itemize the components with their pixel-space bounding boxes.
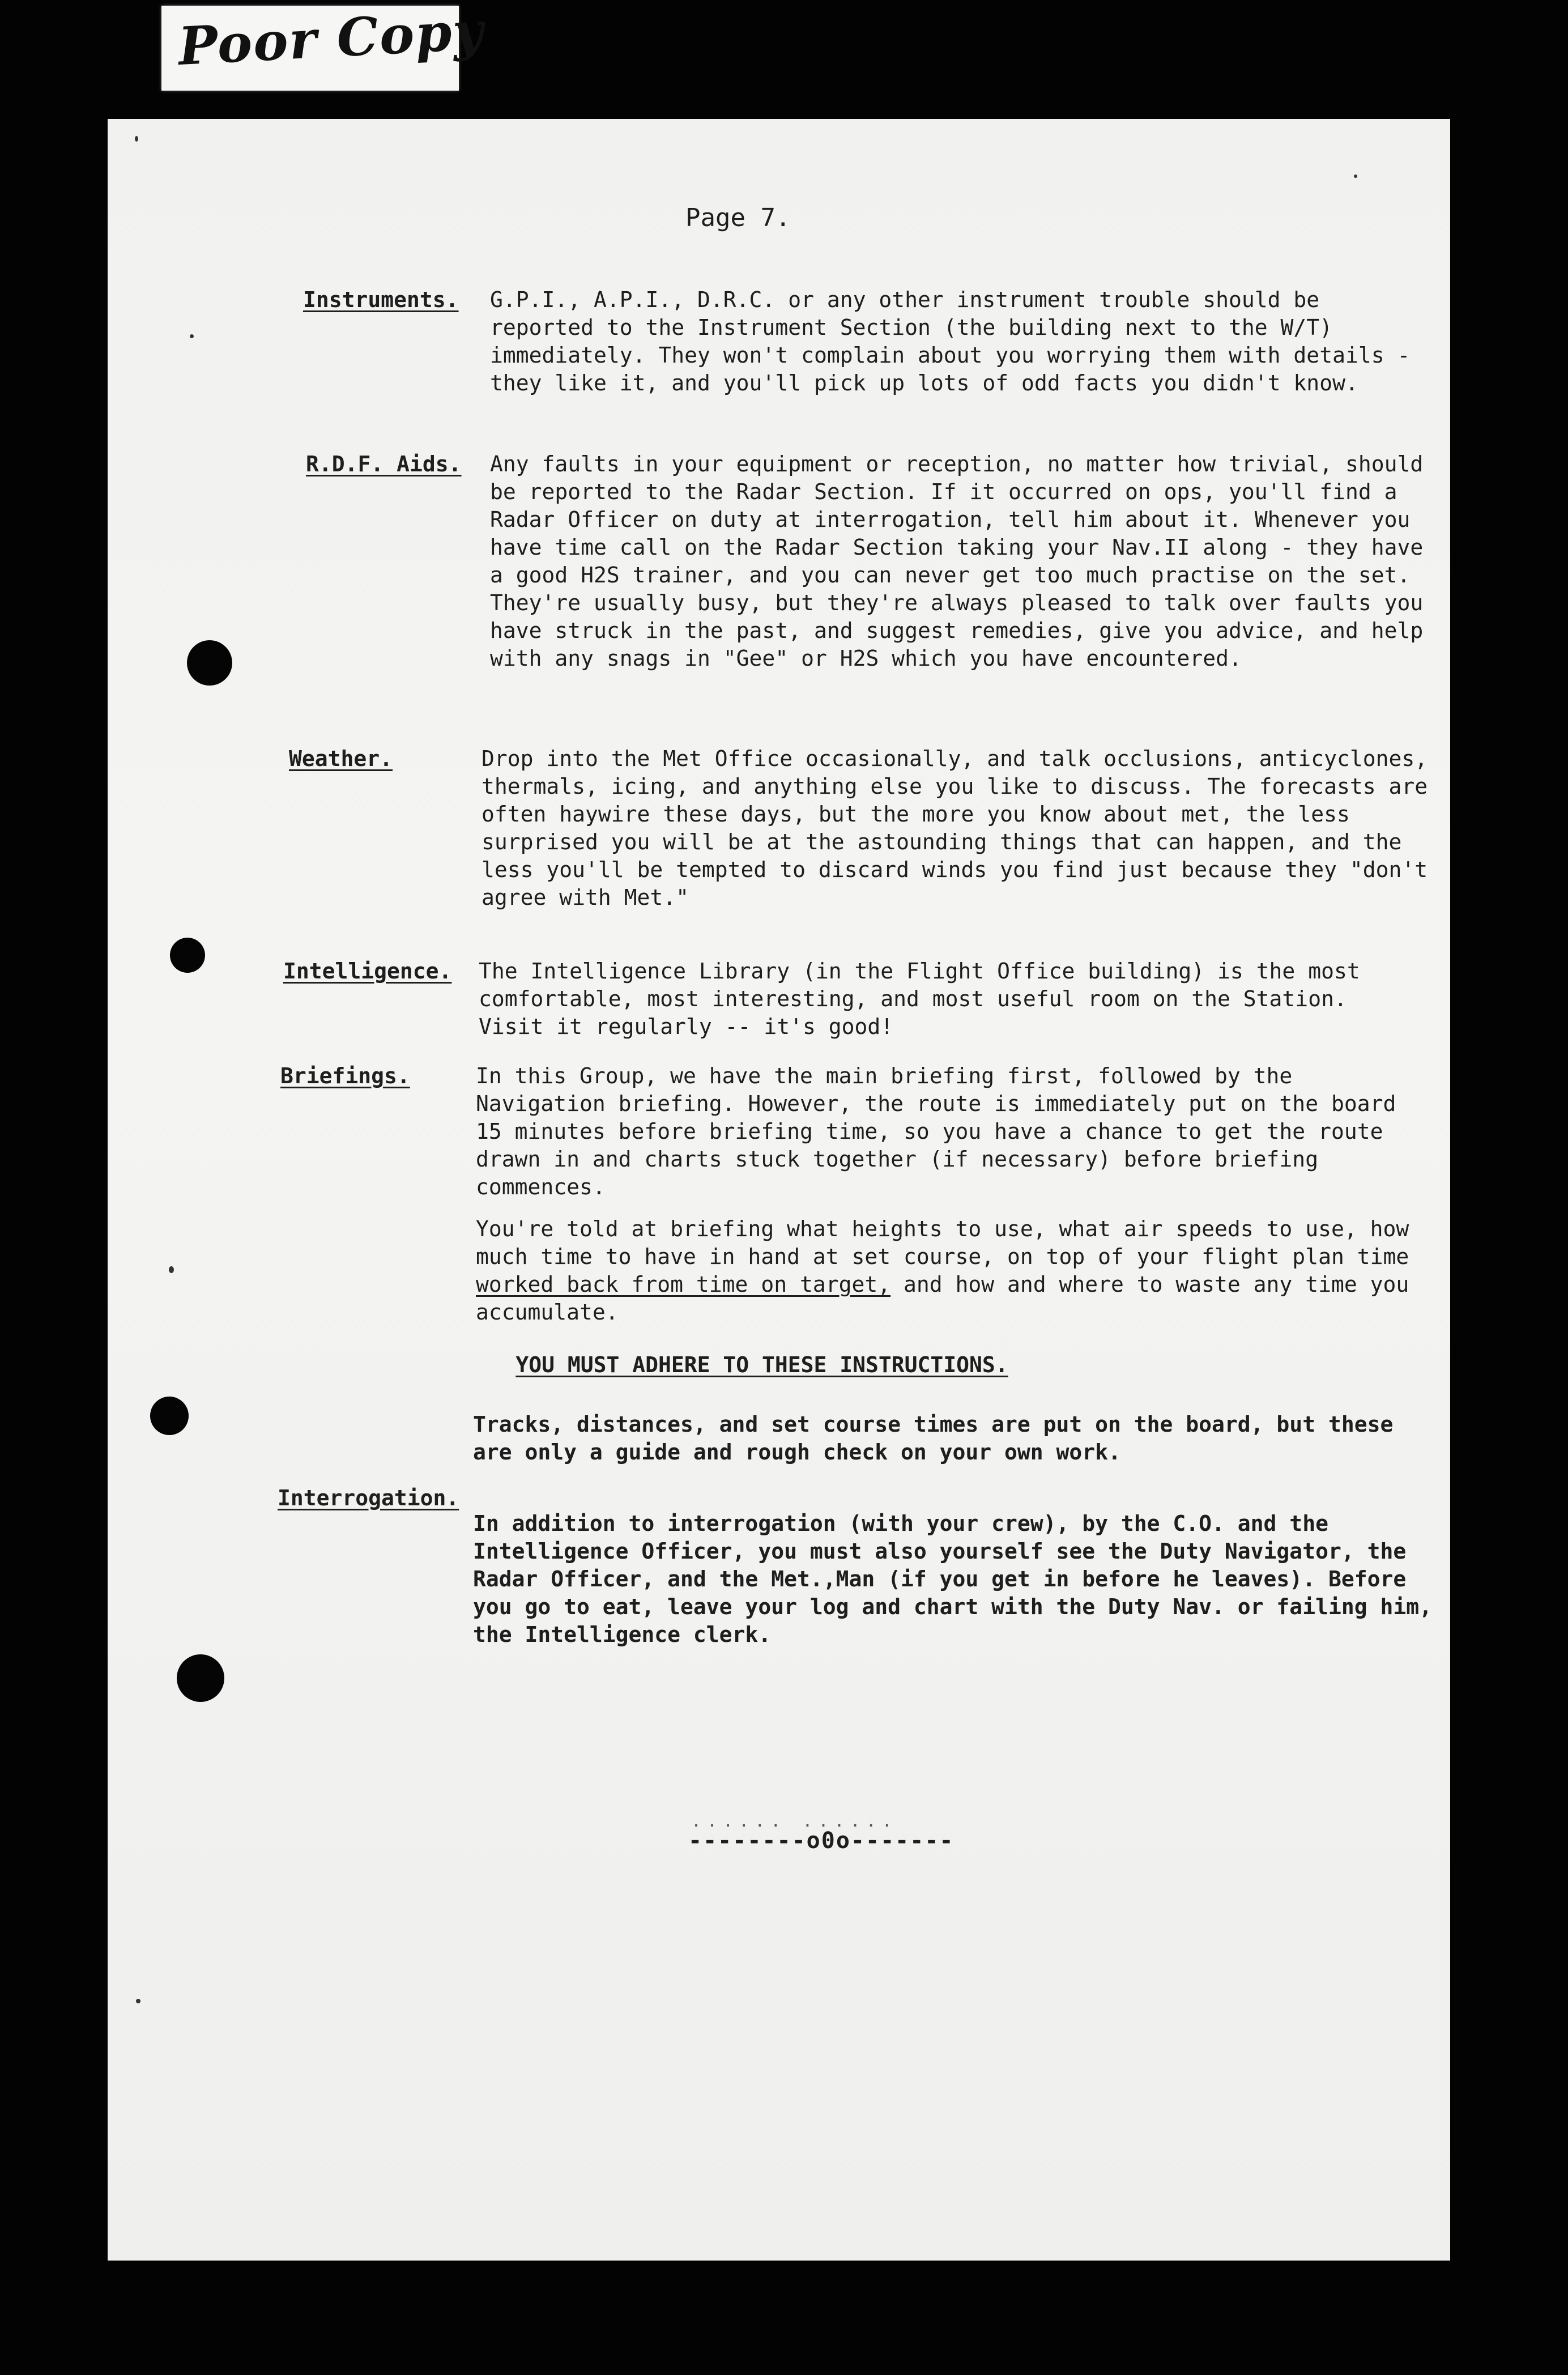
paragraph-interrogation: In addition to interrogation (with your crew), by the C.O. and the Intelligence Officer, you must also yourself see the Duty Navigator, the Radar Officer, and the Met.,Man (if you get in before he leaves). Before you go to eat, leave your log and chart with the Duty Nav. or failing him, the Intelligence clerk. bbox=[473, 1511, 1432, 1647]
heading-intelligence: Intelligence. bbox=[283, 959, 452, 984]
paragraph-briefings-3: Tracks, distances, and set course times are put on the board, but these are only a guide and rough check on your own work. bbox=[473, 1412, 1394, 1465]
heading-instruments: Instruments. bbox=[303, 287, 459, 312]
typed-page bbox=[108, 119, 1450, 2261]
end-mark: --------o0o------- bbox=[688, 1828, 955, 1854]
paragraph-rdf-aids: Any faults in your equipment or reception, no matter how trivial, should be reported to the Radar Section. If it occurred on ops, you'll find a Radar Officer on duty at interrogation, tell him about it. Whenever you have time call on the Radar Section taking your Nav.II along - they have a good H2S trainer, and you can never get too much practise on the set. They're usually busy, but they're always pleased to talk over faults you have struck in the past, and suggest remedies, give you advice, and help with any snags in "Gee" or H2S which you have encountered. bbox=[490, 452, 1424, 671]
dust-speck bbox=[190, 334, 194, 338]
heading-briefings: Briefings. bbox=[280, 1063, 410, 1088]
dust-speck bbox=[136, 1999, 140, 2003]
heading-interrogation: Interrogation. bbox=[278, 1486, 459, 1510]
paragraph-intelligence: The Intelligence Library (in the Flight Office building) is the most comfortable, most interesting, and most useful room on the Station. Visit it regularly -- it's good! bbox=[479, 959, 1360, 1039]
poor-copy-handwriting: Poor Copy bbox=[177, 0, 486, 77]
dust-speck bbox=[135, 136, 138, 142]
dust-speck bbox=[1354, 174, 1357, 178]
punch-hole bbox=[187, 640, 232, 686]
heading-weather: Weather. bbox=[289, 746, 393, 771]
poor-copy-label bbox=[161, 0, 486, 91]
paragraph-briefings-2 bbox=[476, 1215, 1416, 1326]
page-number: Page 7. bbox=[685, 203, 791, 232]
footer-dots: ...... ...... bbox=[691, 1811, 898, 1831]
paragraph-instruments: G.P.I., A.P.I., D.R.C. or any other instrument trouble should be reported to the Instrument Section (the building next to the W/T) immediately. They won't complain about you worrying them with details - they like it, and you'll pick up lots of odd facts you didn't know. bbox=[490, 287, 1411, 395]
briefings-2-text-b: and how and where to waste any time you accumulate. bbox=[476, 1272, 1409, 1325]
dust-speck bbox=[169, 1266, 174, 1273]
paragraph-briefings-1: In this Group, we have the main briefing first, followed by the Navigation briefing. However, the route is immediately put on the board 15 minutes before briefing time, so you have a chance to get the route drawn in and charts stuck together (if necessary) before briefing commences. bbox=[476, 1063, 1396, 1199]
punch-hole bbox=[150, 1397, 189, 1435]
heading-rdf-aids: R.D.F. Aids. bbox=[306, 452, 462, 476]
briefings-2-text-a: You're told at briefing what heights to use, what air speeds to use, how much time to have in hand at set course, on top of your flight plan time bbox=[476, 1216, 1409, 1269]
punch-hole bbox=[177, 1654, 224, 1702]
emphasis-adhere-instructions: YOU MUST ADHERE TO THESE INSTRUCTIONS. bbox=[515, 1352, 1008, 1377]
punch-hole bbox=[170, 938, 205, 973]
briefings-2-underlined: worked back from time on target, bbox=[476, 1272, 891, 1297]
paragraph-weather: Drop into the Met Office occasionally, and talk occlusions, anticyclones, thermals, icing, and anything else you like to discuss. The forecasts are often haywire these days, but the more you know about met, the less surprised you will be at the astounding things that can happen, and the less you'll be tempted to discard winds you find just because they "don't agree with Met." bbox=[482, 746, 1428, 910]
